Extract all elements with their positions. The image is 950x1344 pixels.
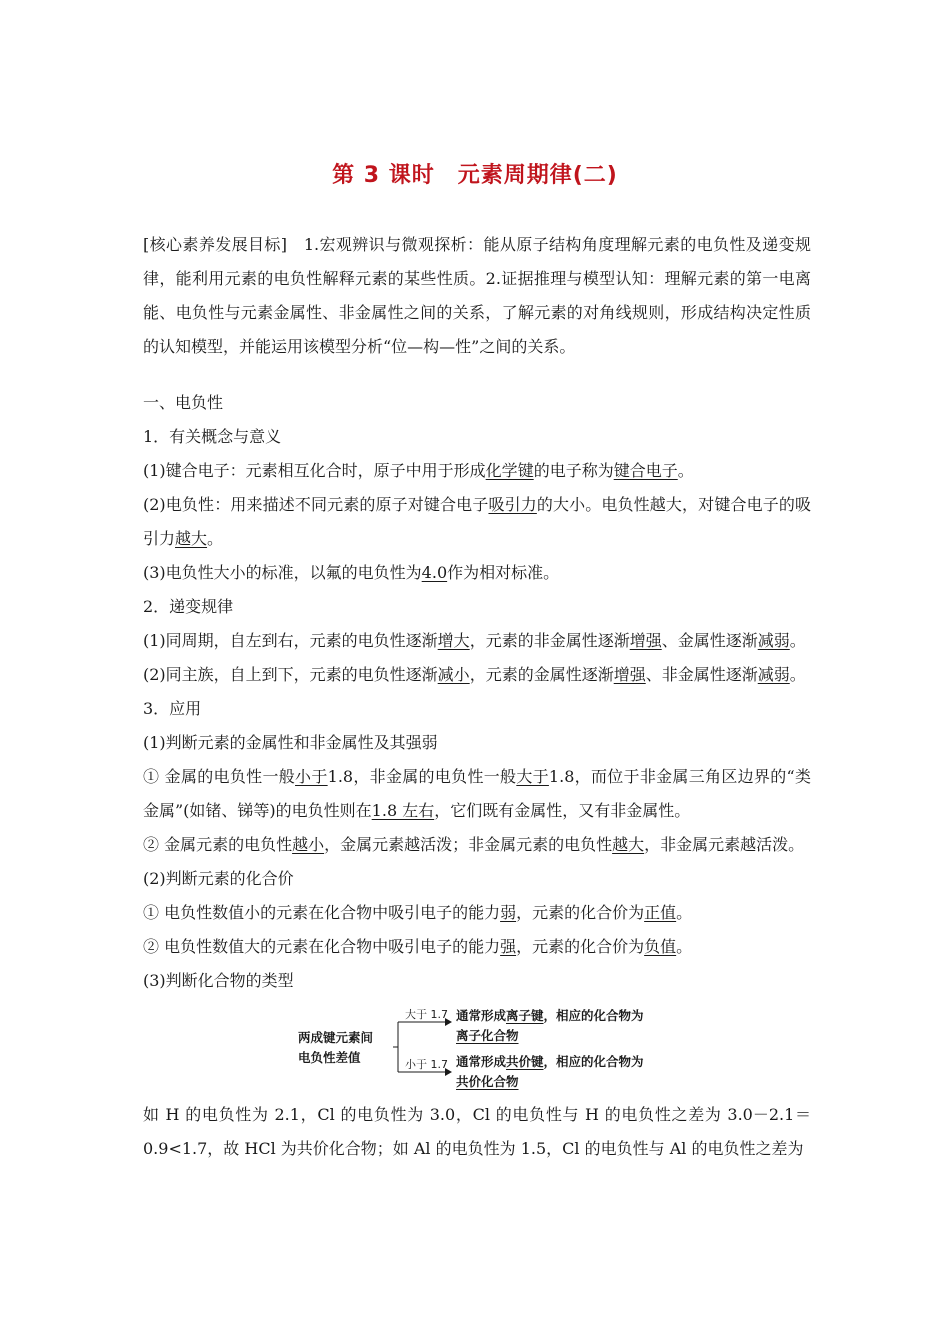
para-bonding-electron: (1)键合电子：元素相互化合时，原子中用于形成化学键的电子称为键合电子。 [143, 461, 694, 480]
answer-blank: 减小 [437, 665, 470, 684]
subheading-concept: 1．有关概念与意义 [143, 427, 282, 446]
para-metal-value: ① 金属的电负性一般小于1.8，非金属的电负性一般大于1.8，而位于非金属三角区边界的“类金属”(如锗、锑等)的电负性则在1.8 左右，它们既有金属性，又有非金属性。 [143, 767, 811, 820]
answer-blank: 键合电子 [613, 461, 678, 480]
diagram-upper-result-1: 通常形成离子键，相应的化合物为 [456, 1008, 644, 1023]
diagram-lower-result-2: 共价化合物 [456, 1074, 519, 1089]
subheading-trend: 2．递变规律 [143, 597, 234, 616]
answer-blank: 正值 [644, 903, 677, 922]
diagram-left-label-1: 两成键元素间 [298, 1030, 374, 1045]
diagram-upper-result-2: 离子化合物 [456, 1028, 519, 1043]
core-goals-label: [核心素养发展目标] [143, 235, 288, 254]
answer-blank: 弱 [500, 903, 517, 922]
answer-blank: 小于 [295, 767, 328, 786]
answer-blank: 越小 [292, 835, 325, 854]
diagram-lower-result-1: 通常形成共价键，相应的化合物为 [456, 1054, 644, 1069]
answer-blank: 越大 [175, 529, 208, 548]
main-content [143, 228, 811, 1166]
bond-type-diagram [143, 1002, 811, 1092]
para-judge-valence: (2)判断元素的化合价 [143, 869, 294, 888]
para-group-trend: (2)同主族，自上到下，元素的电负性逐渐减小，元素的金属性逐渐增强、非金属性逐渐减弱。 [143, 665, 806, 684]
para-valence-negative: ② 电负性数值大的元素在化合物中吸引电子的能力强，元素的化合价为负值。 [143, 937, 693, 956]
core-goals-paragraph [143, 228, 811, 364]
para-period-trend: (1)同周期，自左到右，元素的电负性逐渐增大，元素的非金属性逐渐增强、金属性逐渐减弱。 [143, 631, 806, 650]
para-activity: ② 金属元素的电负性越小，金属元素越活泼；非金属元素的电负性越大，非金属元素越活泼。 [143, 835, 805, 854]
para-standard: (3)电负性大小的标准，以氟的电负性为4.0作为相对标准。 [143, 563, 560, 582]
answer-blank: 4.0 [421, 563, 448, 582]
section-heading: 一、电负性 [143, 393, 224, 412]
diagram-left-label-2: 电负性差值 [298, 1050, 361, 1065]
answer-blank: 减弱 [757, 631, 790, 650]
answer-blank: 增大 [437, 631, 470, 650]
answer-blank: 减弱 [757, 665, 790, 684]
para-valence-positive: ① 电负性数值小的元素在化合物中吸引电子的能力弱，元素的化合价为正值。 [143, 903, 693, 922]
lesson-title: 第 3 课时 元素周期律(二) [332, 163, 618, 188]
answer-blank: 大于 [516, 767, 549, 786]
para-electronegativity-def: (2)电负性：用来描述不同元素的原子对键合电子吸引力的大小。电负性越大，对键合电子的吸引力越大。 [143, 495, 811, 548]
answer-blank: 1.8 左右 [371, 801, 435, 820]
diagram-upper-condition: 大于 1.7 [405, 1008, 448, 1021]
answer-blank: 增强 [629, 631, 662, 650]
para-judge-compound: (3)判断化合物的类型 [143, 971, 294, 990]
answer-blank: 负值 [644, 937, 677, 956]
para-judge-metallic: (1)判断元素的金属性和非金属性及其强弱 [143, 733, 438, 752]
answer-blank: 增强 [613, 665, 646, 684]
answer-blank: 化学键 [485, 461, 534, 480]
subheading-application: 3．应用 [143, 699, 202, 718]
answer-blank: 越大 [612, 835, 645, 854]
core-goals-text: 1.宏观辨识与微观探析：能从原子结构角度理解元素的电负性及递变规律，能利用元素的电负性解释元素的某些性质。2.证据推理与模型认知：理解元素的第一电离能、电负性与元素金属性、非金属性之间的关系，了解元素的对角线规则，形成结构决定性质的认知模型，并能运用该模型分析“位—构—性”之间的关系。 [143, 235, 811, 356]
answer-blank: 吸引力 [488, 495, 537, 514]
para-example: 如 H 的电负性为 2.1，Cl 的电负性为 3.0，Cl 的电负性与 H 的电负性之差为 3.0－2.1＝0.9<1.7，故 HCl 为共价化合物；如 Al 的电负性为 1.5，Cl 的电负性与 Al 的电负性之差为 [143, 1105, 811, 1158]
diagram-lower-condition: 小于 1.7 [405, 1058, 448, 1071]
answer-blank: 强 [500, 937, 517, 956]
